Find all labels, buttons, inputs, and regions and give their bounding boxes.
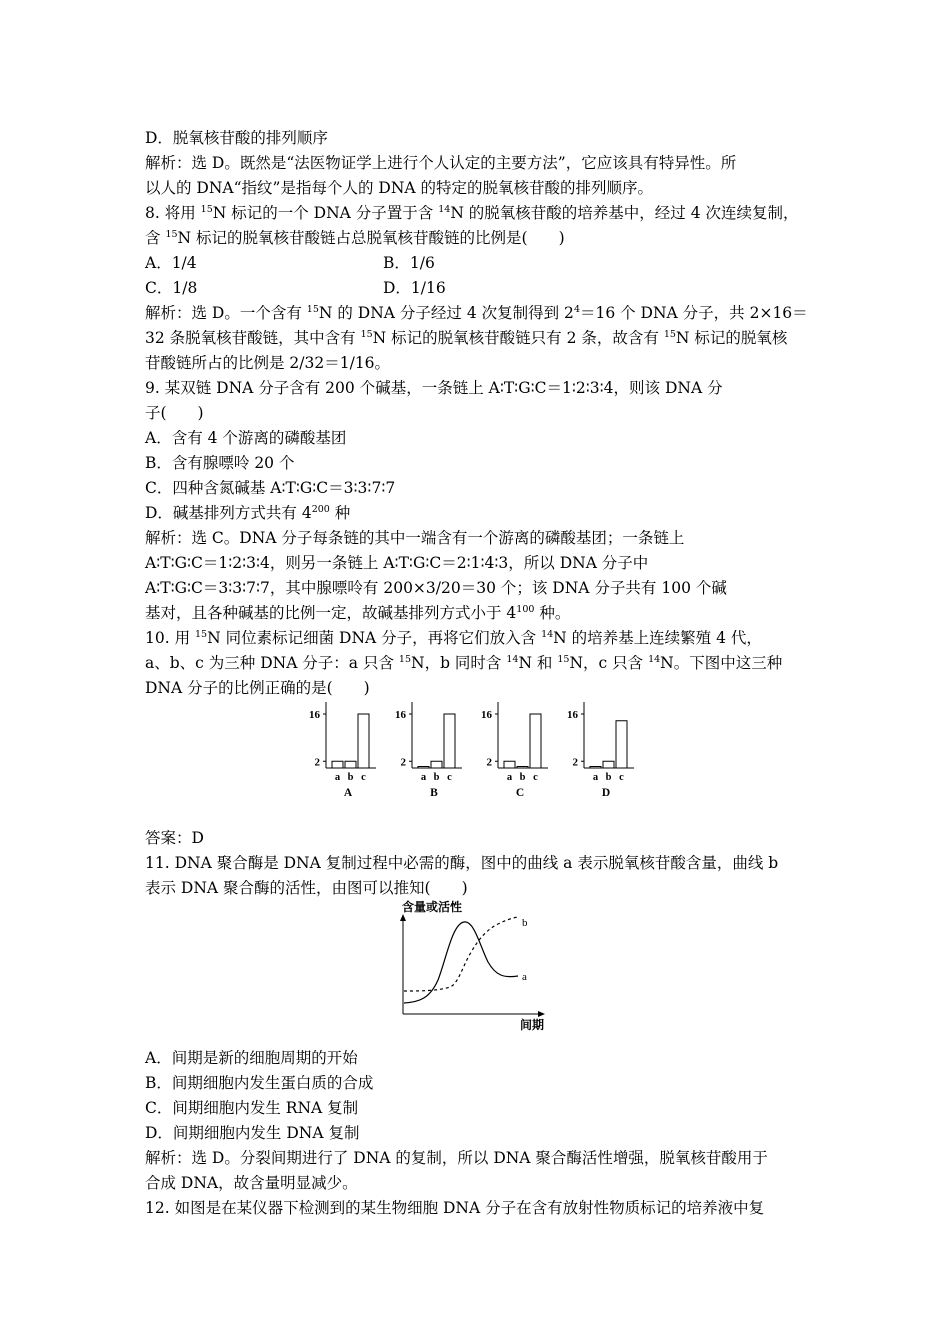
curve-y-arrow xyxy=(400,914,406,921)
q9-option-c: C．四种含氮碱基 A∶T∶G∶C＝3∶3∶7∶7 xyxy=(145,479,396,497)
q9-explanation-line4: 基对，且各种碱基的比例一定，故碱基排列方式小于 $4^{100}$ 种。 xyxy=(145,604,571,622)
bar-a xyxy=(332,761,343,768)
q8-explanation-line2: 32 条脱氧核苷酸链，其中含有 $^{15}$N 标记的脱氧核苷酸链只有 2 条，故含有 $^{15}$N 标记的脱氧核 xyxy=(145,329,788,347)
bar-chart-title: C xyxy=(515,787,525,799)
curve-x-arrow xyxy=(538,1011,545,1017)
bar-category-label: a xyxy=(506,772,513,783)
q7-explanation-line1: 解析：选 D。既然是“法医物证学上进行个人认定的主要方法”，它应该具有特异性。所 xyxy=(145,154,737,172)
bar-chart-tick-label: 2 xyxy=(572,756,578,769)
q8-explanation-line3: 苷酸链所占的比例是 2/32＝1/16。 xyxy=(145,354,391,372)
q11-option-b: B．间期细胞内发生蛋白质的合成 xyxy=(145,1074,374,1092)
q12-stem-line1: 12. 如图是在某仪器下检测到的某生物细胞 DNA 分子在含有放射性物质标记的培养液中复 xyxy=(145,1199,765,1217)
q11-stem-line1: 11. DNA 聚合酶是 DNA 复制过程中必需的酶，图中的曲线 a 表示脱氧核苷酸含量，曲线 b xyxy=(145,854,779,872)
q11-stem-line2: 表示 DNA 聚合酶的活性，由图可以推知( ) xyxy=(145,879,468,897)
q9-explanation-line1: 解析：选 C。DNA 分子每条链的其中一端含有一个游离的磷酸基团；一条链上 xyxy=(145,529,685,547)
bar-c xyxy=(444,714,455,768)
q9-option-d: D．碱基排列方式共有 $4^{200}$ 种 xyxy=(145,504,351,522)
bar-chart-tick-label: 16 xyxy=(567,709,578,721)
q9-option-b: B．含有腺嘌呤 20 个 xyxy=(145,454,295,472)
curve-xlabel: 间期 xyxy=(520,1018,545,1032)
bar-b xyxy=(431,761,442,768)
bar-chart-C xyxy=(481,702,548,799)
q11-option-a: A．间期是新的细胞周期的开始 xyxy=(145,1049,358,1067)
bar-chart-tick-label: 2 xyxy=(400,756,406,769)
bar-category-label: a xyxy=(592,772,599,783)
q9-stem-line1: 9. 某双链 DNA 分子含有 200 个碱基，一条链上 A∶T∶G∶C＝1∶2∶3∶4，则该 DNA 分 xyxy=(145,379,723,397)
q8-explanation-line1: 解析：选 D。一个含有 $^{15}$N 的 DNA 分子经过 4 次复制得到 $2^4=16$ 个 DNA 分子，共 2×16＝ xyxy=(145,304,808,322)
bar-a xyxy=(590,767,601,769)
curve-b-line xyxy=(404,917,518,991)
curve-b-label: b xyxy=(522,917,528,929)
bar-c xyxy=(616,721,627,768)
q8-option-a: A．1/4 xyxy=(145,254,197,272)
bar-chart-tick-label: 2 xyxy=(486,756,492,769)
q7-explanation-line2: 以人的 DNA“指纹”是指每个人的 DNA 的特定的脱氧核苷酸的排列顺序。 xyxy=(145,179,653,197)
bar-category-label: c xyxy=(619,772,624,783)
bar-chart-tick-label: 16 xyxy=(395,709,406,721)
bar-chart-tick-label: 16 xyxy=(309,709,320,721)
bar-category-label: c xyxy=(533,772,538,783)
q11-option-d: D．间期细胞内发生 DNA 复制 xyxy=(145,1124,360,1142)
q9-stem-line2: 子( ) xyxy=(145,404,204,422)
bar-chart-tick-label: 2 xyxy=(314,756,320,769)
q7-option-d: D．脱氧核苷酸的排列顺序 xyxy=(145,129,328,147)
bar-c xyxy=(358,714,369,768)
q11-explanation-line1: 解析：选 D。分裂间期进行了 DNA 的复制，所以 DNA 聚合酶活性增强，脱氧核苷酸用于 xyxy=(145,1149,768,1167)
q9-explanation-line2: A∶T∶G∶C＝1∶2∶3∶4，则另一条链上 A∶T∶G∶C＝2∶1∶4∶3，所以 DNA 分子中 xyxy=(145,554,649,572)
bar-a xyxy=(504,761,515,768)
bar-chart-D xyxy=(567,702,634,799)
bar-category-label: b xyxy=(347,772,354,783)
q8-stem-line2: 含 $^{15}$N 标记的脱氧核苷酸链占总脱氧核苷酸链的比例是( ) xyxy=(145,229,565,247)
curve-a-line xyxy=(404,922,518,1003)
bar-b xyxy=(603,761,614,768)
bar-category-label: c xyxy=(361,772,366,783)
bar-b xyxy=(345,761,356,768)
bar-chart-title: D xyxy=(601,787,611,799)
bar-chart-tick-label: 16 xyxy=(481,709,492,721)
q10-stem-line1: 10. 用 $^{15}$N 同位素标记细菌 DNA 分子，再将它们放入含 $^{14}$N 的培养基上连续繁殖 4 代， xyxy=(145,629,762,647)
bar-chart-B xyxy=(395,702,462,799)
q10-bar-charts xyxy=(300,700,640,802)
bar-a xyxy=(418,767,429,769)
bar-category-label: c xyxy=(447,772,452,783)
q11-option-c: C．间期细胞内发生 RNA 复制 xyxy=(145,1099,359,1117)
q9-explanation-line3: A∶T∶G∶C＝3∶3∶7∶7，其中腺嘌呤有 200×3/20＝30 个；该 DNA 分子共有 100 个碱 xyxy=(145,579,727,597)
q8-option-d: D．1/16 xyxy=(383,279,446,297)
curve-ylabel: 含量或活性 xyxy=(402,900,463,914)
q9-option-a: A．含有 4 个游离的磷酸基团 xyxy=(145,429,347,447)
bar-category-label: b xyxy=(433,772,440,783)
bar-category-label: b xyxy=(519,772,526,783)
bar-chart-A xyxy=(309,702,376,799)
curve-a-label: a xyxy=(522,971,527,983)
q11-explanation-line2: 合成 DNA，故含量明显减少。 xyxy=(145,1174,358,1192)
q10-answer: 答案：D xyxy=(145,829,204,847)
bar-category-label: a xyxy=(334,772,341,783)
q11-curve-chart xyxy=(380,898,560,1036)
bar-b xyxy=(517,767,528,769)
q10-stem-line3: DNA 分子的比例正确的是( ) xyxy=(145,679,370,697)
bar-category-label: a xyxy=(420,772,427,783)
q8-stem-line1: 8. 将用 $^{15}$N 标记的一个 DNA 分子置于含 $^{14}$N 的脱氧核苷酸的培养基中，经过 4 次连续复制， xyxy=(145,204,799,222)
q8-option-c: C．1/8 xyxy=(145,279,198,297)
q10-stem-line2: a、b、c 为三种 DNA 分子：a 只含 $^{15}$N，b 同时含 $^{14}$N 和 $^{15}$N，c 只含 $^{14}$N。下图中这三种 xyxy=(145,654,783,672)
bar-chart-title: B xyxy=(430,787,438,799)
bar-category-label: b xyxy=(605,772,612,783)
bar-chart-title: A xyxy=(343,787,353,799)
bar-c xyxy=(530,714,541,768)
q8-option-b: B．1/6 xyxy=(383,254,435,272)
